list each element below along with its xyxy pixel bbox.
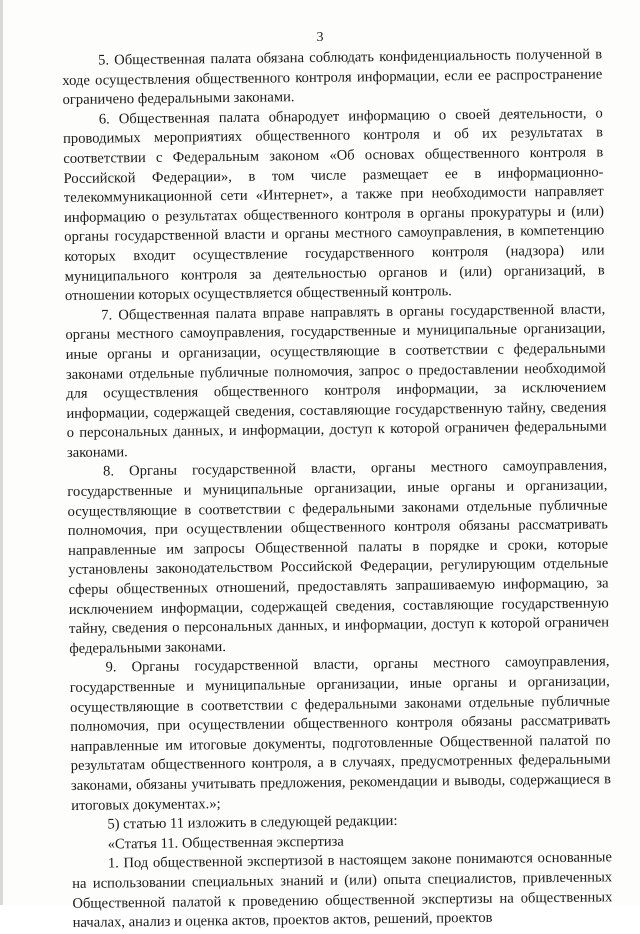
paragraph-6: 6. Общественная палата обнародует информацию о своей деятельности, о проводимых мероприятиях общественного контроля и об их результатах в соответствии с Федеральным законом «Об основах общественного контроля в Российской Федерации», в том числе размещает ее в информационно-телекоммуникационной сети «Интернет», а также при необходимости направляет информацию о результатах общественного контроля в органы прокуратуры и (или) органы государственной власти и органы местного самоуправления, в компетенцию которых входит осуществление государственного контроля (надзора) или муниципального контроля за деятельностью органов и (или) организаций, в отношении которых осуществляется общественный контроль. <box>62 105 605 305</box>
page-number: 3 <box>316 30 324 45</box>
document-body <box>62 45 613 933</box>
scan-edge <box>0 0 3 905</box>
paragraph-9: 9. Органы государственной власти, органы местного самоуправления, государственные и муниципальные организации, иные органы и организации, осуществляющие в соответствии с федеральными законами отдельные публичные полномочия, при осуществлении общественного контроля обязаны рассматривать направленные им итоговые документы, подготовленные Общественной палатой по результатам общественного контроля, а в случаях, предусмотренных федеральными законами, обязаны учитывать предложения, рекомендации и выводы, содержащиеся в итоговых документах.»; <box>69 653 612 814</box>
paragraph-7: 7. Общественная палата вправе направлять в органы государственной власти, органы местного самоуправления, государственные и муниципальные организации, иные органы и организации, осуществляющие в соответствии с федеральными законами отдельные публичные полномочия, запрос о предоставлении необходимой для осуществления общественного контроля информации, за исключением информации, содержащей сведения, составляющие государственную тайну, сведения о персональных данных, и информации, доступ к которой ограничен федеральными законами. <box>65 301 607 461</box>
article-11-heading: «Статья 11. Общественная экспертиза <box>107 833 344 853</box>
paragraph-5: 5. Общественная палата обязана соблюдать конфиденциальность полученной в ходе осуществления общественного контроля информации, если ее распространение ограничено федеральными законами. <box>62 46 603 109</box>
paragraph-8: 8. Органы государственной власти, органы местного самоуправления, государственные и муниципальные организации, иные органы и организации, осуществляющие в соответствии с федеральными законами отдельные публичные полномочия, при осуществлении общественного контроля обязаны рассматривать направленные им запросы Общественной палаты в порядке и сроки, которые установлены законодательством Российской Федерации, регулирующим отдельные сферы общественных отношений, предоставлять запрашиваемую информацию, за исключением информации, содержащей сведения, составляющие государственную тайну, сведения о персональных данных, и информации, доступ к которой ограничен федеральными законами. <box>67 457 610 657</box>
amendment-item-5: 5) статью 11 изложить в следующей редакции: <box>107 813 398 833</box>
article-11-paragraph-1: 1. Под общественной экспертизой в настоящем законе понимаются основанные на использовании специальных знаний и (или) опыта специалистов, привлеченных Общественной палатой к проведению общественной экспертизы на общественных началах, анализ и оценка актов, проектов актов, решений, проектов <box>72 849 613 932</box>
